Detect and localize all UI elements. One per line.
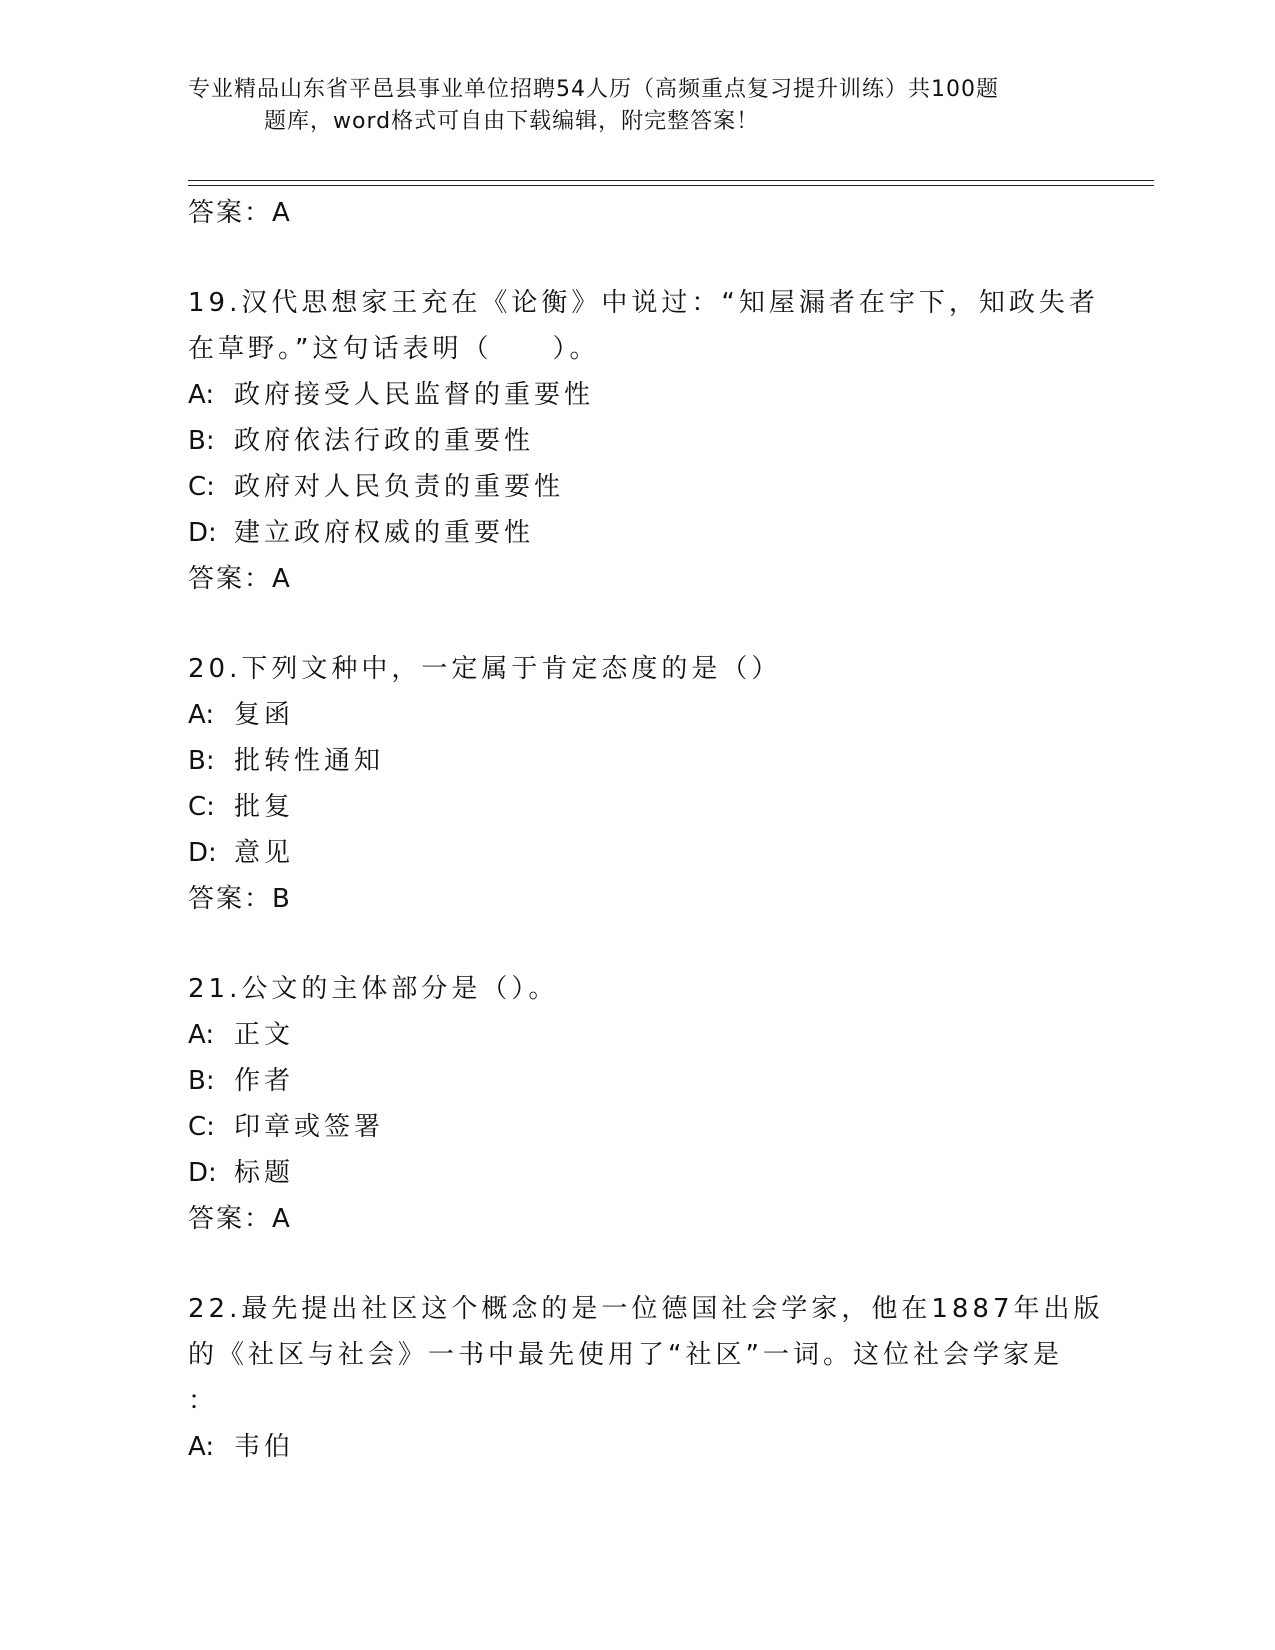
option-a [188,372,1088,418]
option-letter: B: [188,426,215,456]
question-block [188,966,1088,1242]
option-letter: D: [188,838,217,868]
header-rule-top [188,180,1154,181]
option-letter: C: [188,1112,215,1142]
option-text: 批转性通知 [234,746,385,776]
option-c [188,464,1088,510]
question-text: 21.公文的主体部分是（）。 [188,974,559,1004]
option-letter: B: [188,1066,215,1096]
option-letter: A: [188,1432,215,1462]
option-letter: D: [188,1158,217,1188]
option-letter: C: [188,792,215,822]
option-letter: A: [188,700,215,730]
option-d [188,510,1088,556]
header-line-1: 专业精品山东省平邑县事业单位招聘54人历（高频重点复习提升训练）共100题 [188,77,999,102]
option-c [188,1104,1088,1150]
option-text: 作者 [234,1066,295,1096]
option-text: 政府依法行政的重要性 [234,426,535,456]
option-text: 正文 [234,1020,295,1050]
answer-line: 答案：A [188,1204,292,1234]
option-c [188,784,1088,830]
option-b [188,738,1088,784]
spacer [188,1242,1088,1286]
option-letter: D: [188,518,217,548]
answer-line: 答案：A [188,198,292,228]
option-a [188,692,1088,738]
header-rule-bottom [188,185,1154,186]
option-a [188,1012,1088,1058]
option-d [188,1150,1088,1196]
spacer [188,236,1088,280]
question-block [188,646,1088,922]
option-text: 意见 [234,838,295,868]
option-letter: A: [188,380,215,410]
page-header [188,74,1068,138]
option-text: 韦伯 [234,1432,295,1462]
question-text: 在草野。”这句话表明（ ）。 [188,334,600,364]
spacer [188,602,1088,646]
option-letter: C: [188,472,215,502]
question-block [188,1286,1104,1470]
spacer [188,922,1088,966]
question-list [188,190,1104,1470]
option-text: 复函 [234,700,295,730]
option-letter: B: [188,746,215,776]
question-text: 22.最先提出社区这个概念的是一位德国社会学家，他在1887年出版 [188,1294,1104,1324]
question-text: 19.汉代思想家王充在《论衡》中说过：“知屋漏者在宇下，知政失者 [188,288,1099,318]
answer-line: 答案：A [188,564,292,594]
option-b [188,1058,1088,1104]
option-text: 印章或签署 [234,1112,385,1142]
question-text: ： [188,1386,219,1416]
option-b [188,418,1088,464]
option-a [188,1424,1088,1470]
option-text: 政府接受人民监督的重要性 [234,380,595,410]
option-text: 建立政府权威的重要性 [234,518,535,548]
option-d [188,830,1088,876]
option-letter: A: [188,1020,215,1050]
option-text: 政府对人民负责的重要性 [234,472,565,502]
question-text: 的《社区与社会》一书中最先使用了“社区”一词。这位社会学家是 [188,1340,1063,1370]
question-block [188,280,1099,602]
answer-line: 答案：B [188,884,292,914]
option-text: 标题 [234,1158,295,1188]
header-line-2: 题库，word格式可自由下载编辑，附完整答案！ [264,109,760,134]
option-text: 批复 [234,792,295,822]
question-text: 20.下列文种中，一定属于肯定态度的是（） [188,654,782,684]
